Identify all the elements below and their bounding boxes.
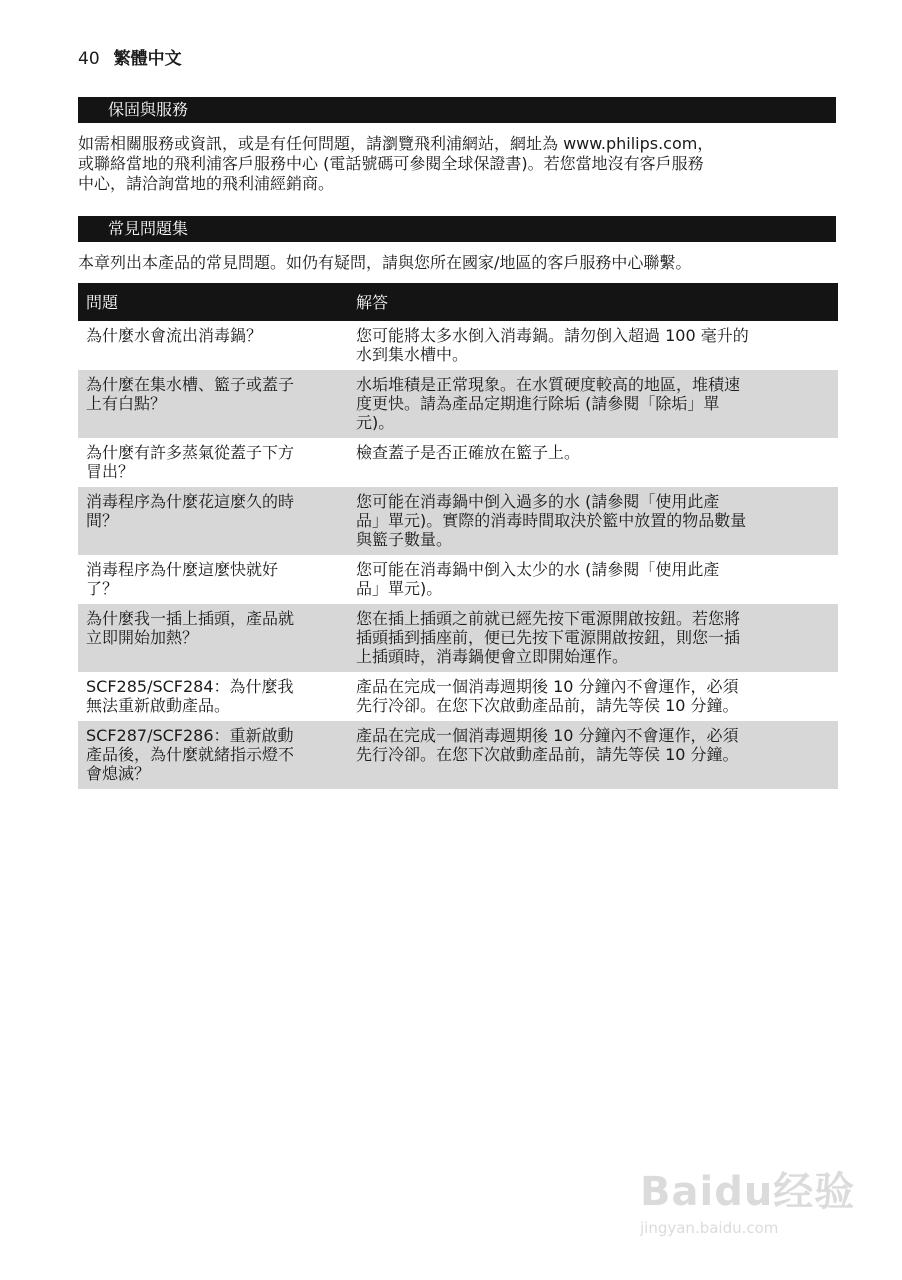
answer-cell bbox=[348, 438, 838, 487]
text-line: 為什麼水會流出消毒鍋？ bbox=[86, 326, 263, 345]
text-line: 產品後，為什麼就緒指示燈不 bbox=[86, 745, 295, 764]
text-line: 您在插上插頭之前就已經先按下電源開啟按鈕。若您將 bbox=[356, 609, 741, 628]
text-line: 品」單元)。實際的消毒時間取決於籃中放置的物品數量 bbox=[356, 511, 747, 530]
answer-cell bbox=[348, 321, 838, 370]
table-row bbox=[78, 555, 838, 604]
text-line: 插頭插到插座前，便已先按下電源開啟按鈕，則您一插 bbox=[356, 628, 741, 647]
answer-cell bbox=[348, 672, 838, 721]
text-line: 上插頭時，消毒鍋便會立即開始運作。 bbox=[356, 647, 629, 666]
text-line: 為什麼我一插上插頭，產品就 bbox=[86, 609, 295, 628]
text-line: 您可能將太多水倒入消毒鍋。請勿倒入超過 100 毫升的 bbox=[356, 326, 749, 345]
text-line: 您可能在消毒鍋中倒入太少的水 (請參閱「使用此產 bbox=[356, 560, 720, 579]
text-line: 水垢堆積是正常現象。在水質硬度較高的地區，堆積速 bbox=[356, 375, 741, 394]
answer-cell bbox=[348, 370, 838, 438]
table-row bbox=[78, 487, 838, 555]
language-label: 繁體中文 bbox=[113, 49, 182, 69]
text-line: 檢查蓋子是否正確放在籃子上。 bbox=[356, 443, 581, 462]
section-title-faq: 常見問題集 bbox=[78, 216, 836, 242]
text-line: 或聯絡當地的飛利浦客戶服務中心 (電話號碼可參閱全球保證書)。若您當地沒有客戶服務 bbox=[78, 154, 704, 173]
watermark-logo: Baidu经验 bbox=[640, 1169, 856, 1215]
text-line: 中心，請洽詢當地的飛利浦經銷商。 bbox=[78, 174, 335, 193]
question-cell bbox=[78, 721, 348, 789]
text-line: 與籃子數量。 bbox=[356, 530, 453, 549]
page-header bbox=[78, 44, 182, 69]
text-line: 先行冷卻。在您下次啟動產品前，請先等侯 10 分鐘。 bbox=[356, 696, 739, 715]
text-line: SCF287/SCF286：重新啟動 bbox=[86, 726, 294, 745]
faq-intro: 本章列出本產品的常見問題。如仍有疑問，請與您所在國家/地區的客戶服務中心聯繫。 bbox=[78, 253, 692, 272]
table-header-row bbox=[78, 283, 838, 321]
table-row bbox=[78, 321, 838, 370]
text-line: 上有白點？ bbox=[86, 394, 167, 413]
answer-cell bbox=[348, 487, 838, 555]
question-cell bbox=[78, 438, 348, 487]
faq-table bbox=[78, 283, 838, 789]
question-cell bbox=[78, 672, 348, 721]
question-cell bbox=[78, 555, 348, 604]
text-line: 為什麼有許多蒸氣從蓋子下方 bbox=[86, 443, 295, 462]
answer-cell bbox=[348, 555, 838, 604]
text-line: 先行冷卻。在您下次啟動產品前，請先等侯 10 分鐘。 bbox=[356, 745, 739, 764]
text-line: 產品在完成一個消毒週期後 10 分鐘內不會運作，必須 bbox=[356, 677, 739, 696]
text-line: 消毒程序為什麼花這麼久的時 bbox=[86, 492, 295, 511]
table-row bbox=[78, 438, 838, 487]
baidu-watermark bbox=[640, 1160, 860, 1250]
text-line: 會熄滅？ bbox=[86, 764, 151, 783]
column-header-answer: 解答 bbox=[348, 283, 838, 321]
text-line: 產品在完成一個消毒週期後 10 分鐘內不會運作，必須 bbox=[356, 726, 739, 745]
text-line: 立即開始加熱？ bbox=[86, 628, 199, 647]
question-cell bbox=[78, 487, 348, 555]
warranty-paragraph bbox=[78, 134, 838, 194]
table-row bbox=[78, 721, 838, 789]
text-line: 品」單元)。 bbox=[356, 579, 443, 598]
table-row bbox=[78, 370, 838, 438]
answer-cell bbox=[348, 604, 838, 672]
question-cell bbox=[78, 370, 348, 438]
text-line: 元)。 bbox=[356, 413, 395, 432]
text-line: 冒出？ bbox=[86, 462, 135, 481]
text-line: 如需相關服務或資訊，或是有任何問題，請瀏覽飛利浦網站，網址為 www.philips.com， bbox=[78, 134, 714, 153]
text-line: 了？ bbox=[86, 579, 119, 598]
table-row bbox=[78, 672, 838, 721]
text-line: 間？ bbox=[86, 511, 119, 530]
column-header-question: 問題 bbox=[78, 283, 348, 321]
text-line: 無法重新啟動產品。 bbox=[86, 696, 231, 715]
text-line: SCF285/SCF284：為什麼我 bbox=[86, 677, 294, 696]
text-line: 水到集水槽中。 bbox=[356, 345, 469, 364]
page-number: 40 bbox=[78, 49, 100, 69]
question-cell bbox=[78, 604, 348, 672]
text-line: 消毒程序為什麼這麼快就好 bbox=[86, 560, 279, 579]
text-line: 為什麼在集水槽、籃子或蓋子 bbox=[86, 375, 295, 394]
table-row bbox=[78, 604, 838, 672]
watermark-url: jingyan.baidu.com bbox=[640, 1219, 779, 1237]
question-cell bbox=[78, 321, 348, 370]
answer-cell bbox=[348, 721, 838, 789]
text-line: 您可能在消毒鍋中倒入過多的水 (請參閱「使用此產 bbox=[356, 492, 720, 511]
section-title-warranty: 保固與服務 bbox=[78, 97, 836, 123]
text-line: 度更快。請為產品定期進行除垢 (請參閱「除垢」單 bbox=[356, 394, 720, 413]
